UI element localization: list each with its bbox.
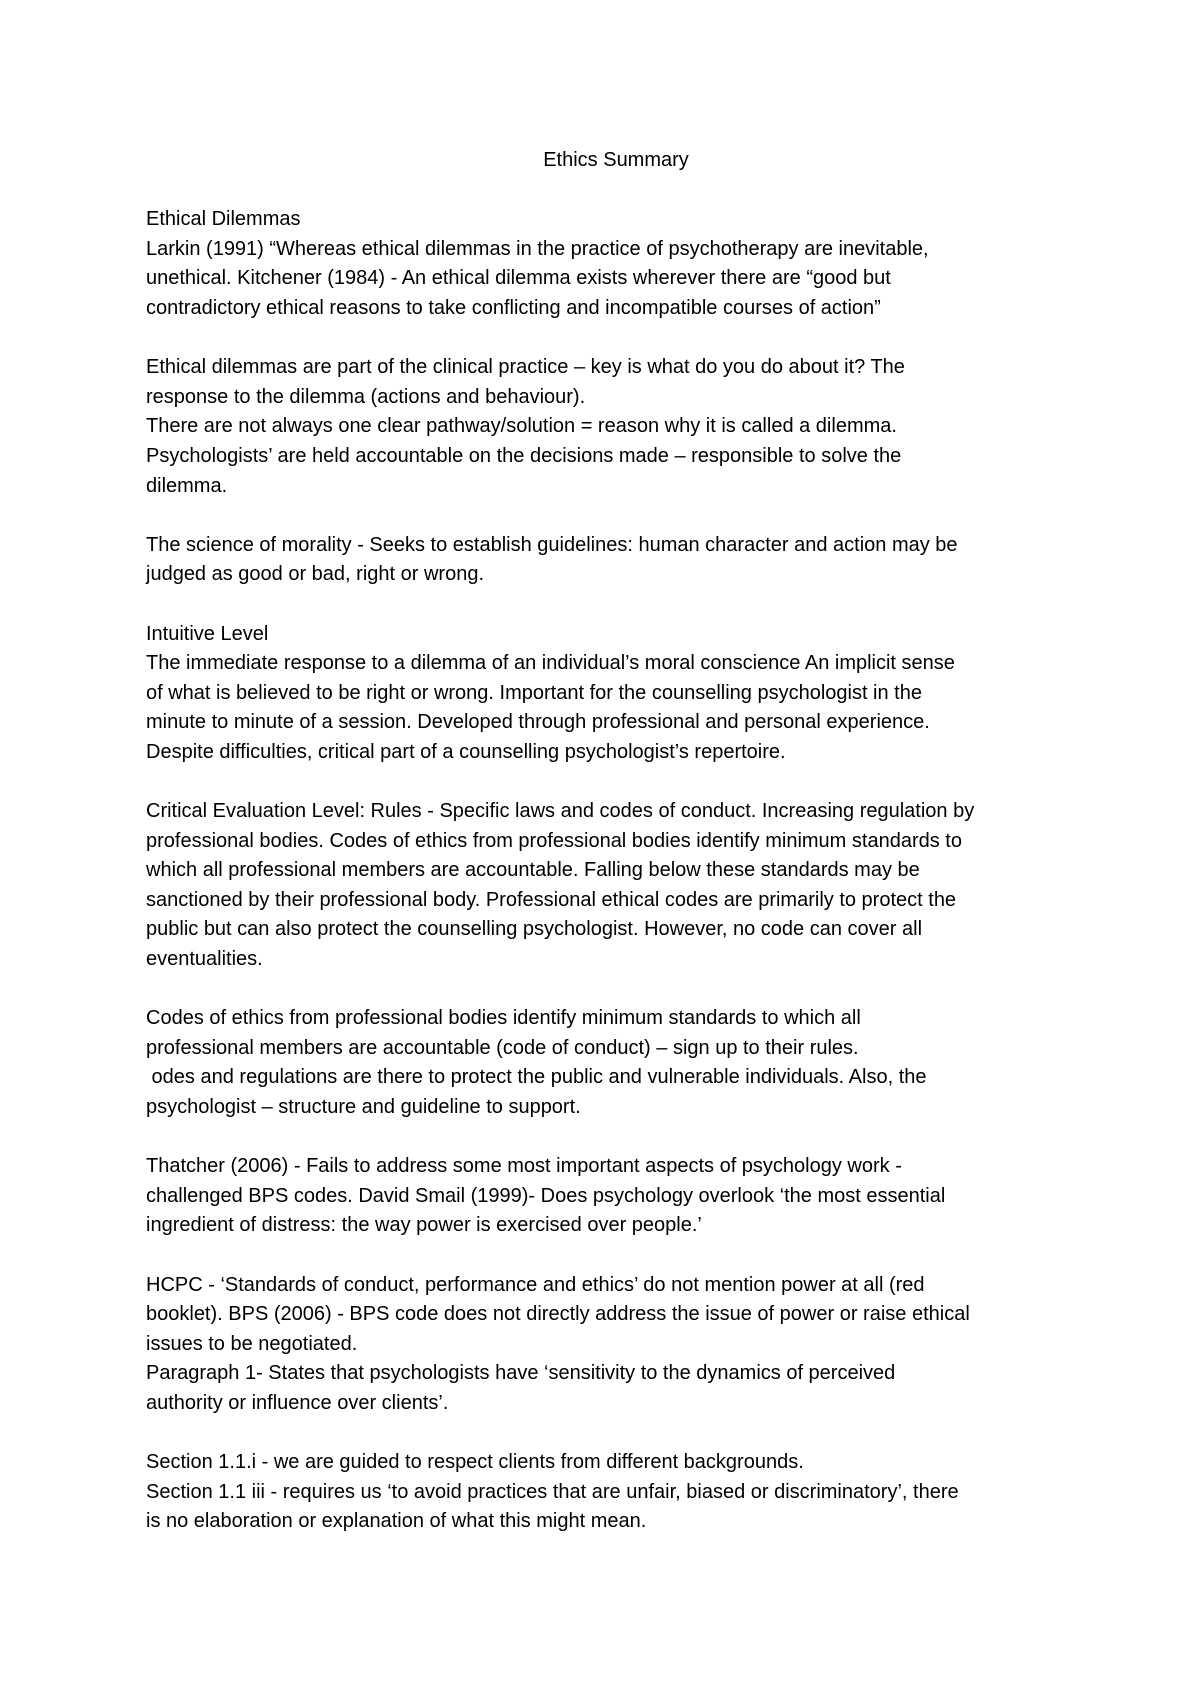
section-heading: Intuitive Level [146,622,269,645]
text-line: of what is believed to be right or wrong. Important for the counselling psychologist in the [146,681,922,704]
page-title: Ethics Summary [543,149,689,171]
text-line: eventualities. [146,948,263,971]
section-heading: Ethical Dilemmas [146,208,301,231]
spacer [146,1123,1086,1153]
paragraph-clinical-practice [146,353,1086,501]
spacer [146,1241,1086,1271]
spacer [146,1419,1086,1449]
text-line: unethical. Kitchener (1984) - An ethical dilemma exists wherever there are “good but [146,267,891,290]
text-line: booklet). BPS (2006) - BPS code does not directly address the issue of power or raise ethical [146,1303,970,1326]
text-line: which all professional members are accountable. Falling below these standards may be [146,859,920,882]
text-line: Thatcher (2006) - Fails to address some most important aspects of psychology work - [146,1155,902,1178]
spacer [146,176,1086,206]
text-line: ingredient of distress: the way power is exercised over people.’ [146,1214,702,1237]
text-line: response to the dilemma (actions and behaviour). [146,385,586,408]
text-line: minute to minute of a session. Developed through professional and personal experience. [146,711,930,734]
text-line: The science of morality - Seeks to establish guidelines: human character and action may be [146,533,958,556]
document-body [146,146,1086,1537]
text-line: odes and regulations are there to protect the public and vulnerable individuals. Also, the [146,1066,927,1089]
text-line: contradictory ethical reasons to take conflicting and incompatible courses of action” [146,296,881,319]
paragraph-intuitive-level [146,620,1086,768]
paragraph-critical-evaluation [146,797,1086,975]
paragraph-thatcher [146,1152,1086,1241]
spacer [146,501,1086,531]
text-line: authority or influence over clients’. [146,1391,449,1414]
text-line: judged as good or bad, right or wrong. [146,563,484,586]
spacer [146,975,1086,1005]
paragraph-codes-of-ethics [146,1004,1086,1122]
text-line: HCPC - ‘Standards of conduct, performance and ethics’ do not mention power at all (red [146,1273,925,1296]
paragraph-sections [146,1448,1086,1537]
paragraph-ethical-dilemmas [146,205,1086,323]
text-line: Paragraph 1- States that psychologists have ‘sensitivity to the dynamics of perceived [146,1362,896,1385]
text-line: professional bodies. Codes of ethics from professional bodies identify minimum standards to [146,829,962,852]
text-line: Despite difficulties, critical part of a counselling psychologist’s repertoire. [146,740,786,763]
text-line: Section 1.1.i - we are guided to respect clients from different backgrounds. [146,1451,804,1474]
text-line: public but can also protect the counselling psychologist. However, no code can cover all [146,918,923,941]
text-line: Section 1.1 iii - requires us ‘to avoid practices that are unfair, biased or discriminatory’, there [146,1480,959,1503]
text-line: Psychologists’ are held accountable on the decisions made – responsible to solve the [146,444,902,467]
text-line: Larkin (1991) “Whereas ethical dilemmas in the practice of psychotherapy are inevitable, [146,237,929,260]
spacer [146,324,1086,354]
text-line: Critical Evaluation Level: Rules - Specific laws and codes of conduct. Increasing regulation by [146,800,975,823]
text-line: issues to be negotiated. [146,1332,358,1355]
text-line: is no elaboration or explanation of what this might mean. [146,1510,647,1533]
spacer [146,767,1086,797]
paragraph-hcpc [146,1271,1086,1419]
text-line: psychologist – structure and guideline to support. [146,1096,581,1118]
text-line: Ethical dilemmas are part of the clinical practice – key is what do you do about it? The [146,356,905,379]
text-line: challenged BPS codes. David Smail (1999)- Does psychology overlook ‘the most essential [146,1184,946,1207]
text-line: sanctioned by their professional body. Professional ethical codes are primarily to protect the [146,888,957,911]
text-line: Codes of ethics from professional bodies identify minimum standards to which all [146,1007,861,1030]
text-line: dilemma. [146,474,228,497]
text-line: professional members are accountable (code of conduct) – sign up to their rules. [146,1036,859,1059]
spacer [146,590,1086,620]
paragraph-science-of-morality [146,531,1086,590]
text-line: The immediate response to a dilemma of an individual’s moral conscience An implicit sense [146,652,955,675]
text-line: There are not always one clear pathway/solution = reason why it is called a dilemma. [146,415,897,438]
